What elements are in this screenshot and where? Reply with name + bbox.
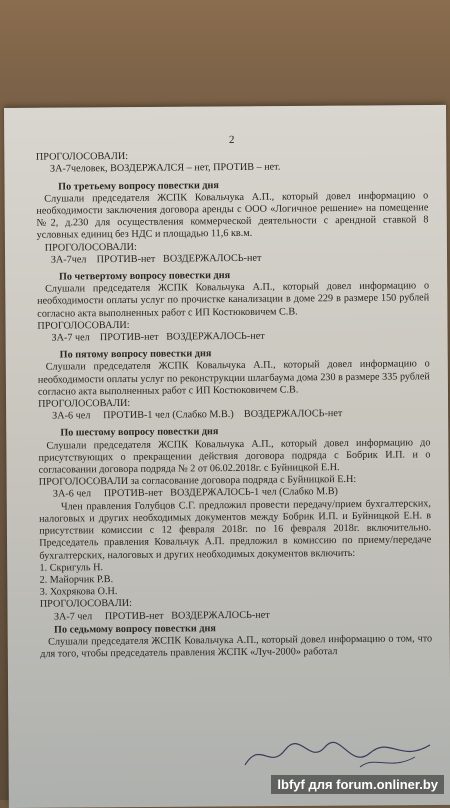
page-number: 2 [228,133,235,147]
q7-text: Слушали председателя ЖСПК Ковальчука А.П., который довел информацию о том, что для того, чтобы председатель правления ЖСПК «Луч-2000» работал [40,633,433,660]
forum-watermark: lbfyf для forum.onliner.by [271,775,444,794]
q6-heading: По шестому вопросу повестки дня [60,426,219,439]
q5-voted-label: ПРОГОЛОСОВАЛИ: [38,397,131,410]
q5-text: Слушали председателя ЖСПК Ковальчука А.П., который довел информацию о необходимости оплаты услуг по реконструкции шлагбаума дома 230 в размере 335 рублей согласно акта выполненных работ с ИП Костюковичем С.В. [37,358,430,398]
q7-heading: По седьмому вопросу повестки дня [53,622,216,636]
q6-proposal: Член правления Голубцов С.Г. предложил провести передачу/прием бухгалтерских, налоговых и других необходимых документов между Бобрик И.П. и Буйницкой Е.Н. в присутствии комиссии с 12 февраля 2018г. по 16 февраля 2018г. включительно. Председатель правления Ковальчук А.П. предложил в комиссию по приему/передаче бухгалтерских, налоговых и других необходимых документов включить: [39,497,432,562]
intro-voted-label: ПРОГОЛОСОВАЛИ: [35,151,129,163]
document-page [36,132,433,661]
q6-member-3: 3. Хохрякова О.Н. [39,586,118,598]
q4-voted-label: ПРОГОЛОСОВАЛИ: [37,319,130,332]
q6-member-2: 2. Майорчик Р.В. [39,573,114,586]
q4-text: Слушали председателя ЖСПК Ковальчука А.П., который довел информацию о необходимости оплаты услуг по прочистке канализации в доме 229 в размере 150 рублей согласно акта выполненных работ с ИП Костюковичем С.В. [37,280,430,320]
handwritten-signature [240,735,440,775]
q3-text: Слушали председателя ЖСПК Ковальчука А.П., который довел информацию о необходимости заключения договора аренды с ООО «Логичное решение» на помещение №2, д.230 для осуществления коммерческой деятельности с арендной ставкой 8 условных единиц без НДС и площадью 11,6 кв.м. [36,190,429,242]
q6-voted-label: ПРОГОЛОСОВАЛИ: [39,598,132,611]
q4-vote-result: ЗА-7 чел ПРОТИВ-нет ВОЗДЕРЖАЛОСЬ-нет [51,330,265,344]
q6-vote-result-1: ЗА-6 чел ПРОТИВ-нет ВОЗДЕРЖАЛОСЬ-1 чел (Слабко М.В) [52,486,338,501]
q6-member-1: 1. Скригуль Н. [39,561,104,574]
q6-text: Слушали председателя ЖСПК Ковальчука А.П., который довел информацию до присутствующих о прекращении действия договора подряда с Бобрик И.П. и о согласовании договора подряда № 2 от 06.02.2018г. с Буйницкой Е.Н. [38,436,431,476]
intro-vote-result: ЗА-7человек, ВОЗДЕРЖАЛСЯ – нет, ПРОТИВ – нет. [49,161,281,176]
q6-voted-line: ПРОГОЛОСОВАЛИ за согласование договора подряда с Буйницкой Е.Н: [38,474,357,488]
q5-vote-result: ЗА-6 чел ПРОТИВ-1 чел (Слабко М.В.) ВОЗДЕРЖАЛОСЬ-нет [52,408,343,422]
q3-vote-result: ЗА-7чел ПРОТИВ-нет ВОЗДЕРЖАЛОСЬ-нет [50,252,262,266]
q5-heading: По пятому вопросу повестки дня [59,348,212,361]
q3-heading: По третьему вопросу повестки дня [58,179,219,193]
q4-heading: По четвертому вопросу повестки дня [58,270,231,283]
q6-vote-result-2: ЗА-7 чел ПРОТИВ-нет ВОЗДЕРЖАЛОСЬ-нет [53,609,270,623]
q3-voted-label: ПРОГОЛОСОВАЛИ: [44,241,137,254]
